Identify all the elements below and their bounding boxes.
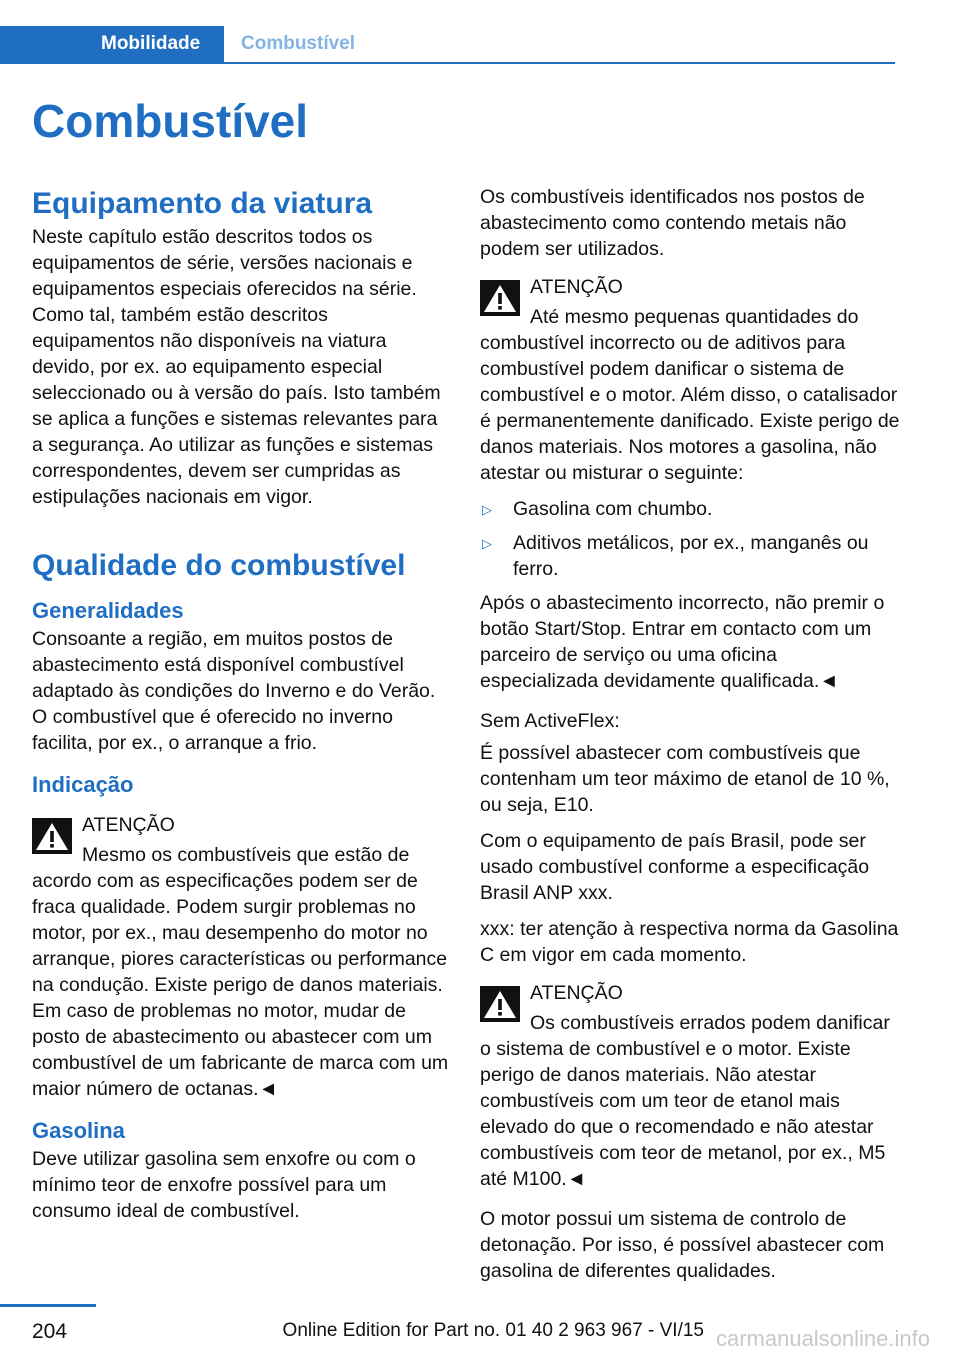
page-title: Combustível xyxy=(32,95,309,147)
triangle-bullet-icon: ▷ xyxy=(482,536,492,551)
paragraph-after-list: Após o abastecimento incorrecto, não premir o botão Start/Stop. Entrar em contacto com um parceiro de serviço ou uma oficina especializada devidamente qualificada.◄ xyxy=(480,592,885,692)
subheading-gasolina: Gasolina xyxy=(32,1118,125,1143)
footer-rule xyxy=(0,1304,96,1307)
warning-icon xyxy=(32,818,72,854)
right-column xyxy=(480,184,900,1284)
warning-text-1: Mesmo os combustíveis que estão de acordo com as especificações podem ser de fraca qualidade. Podem surgir problemas no motor, por ex., mau desempenho do motor no arranque, piores características ou performance na condução. Existe perigo de danos materiais. Em caso de problemas no motor, mudar de posto de abastecimento ou abastecer com um combustível de um fabricante de marca com um maior número de octanas.◄ xyxy=(32,844,449,1100)
paragraph-metais: Os combustíveis identificados nos postos de abastecimento como contendo metais não podem ser utilizados. xyxy=(480,186,865,260)
list-item: ▷ Gasolina com chumbo. xyxy=(480,496,900,522)
footer-edition: Online Edition for Part no. 01 40 2 963 967 - VI/15 xyxy=(282,1320,704,1341)
tab-mobilidade[interactable] xyxy=(0,26,224,62)
tab-mobilidade-label: Mobilidade xyxy=(101,33,201,54)
warning-icon xyxy=(480,280,520,316)
paragraph-detonacao: O motor possui um sistema de controlo de detonação. Por isso, é possível abastecer com gasolina de diferentes qualidades. xyxy=(480,1208,885,1282)
warning-label: ATENÇÃO xyxy=(82,814,175,836)
paragraph-sem-activeflex: Sem ActiveFlex: xyxy=(480,710,620,732)
paragraph-xxx: xxx: ter atenção à respectiva norma da Gasolina C em vigor em cada momento. xyxy=(480,918,899,966)
paragraph-equipamento: Neste capítulo estão descritos todos os equipamentos de série, versões nacionais e equipamentos especiais oferecidos na série. Como tal, também estão descritos equipamentos não disponíveis na viatura devido, por ex. ao equipamento especial seleccionado ou à versão do país. Isto também se aplica a funções e sistemas relevantes para a segurança. Ao utilizar as funções e sistemas correspondentes, devem ser cumpridas as estipulações nacionais em vigor. xyxy=(32,226,441,508)
subheading-generalidades: Generalidades xyxy=(32,598,184,623)
page-number: 204 xyxy=(32,1320,68,1343)
paragraph-e10: É possível abastecer com combustíveis que contenham um teor máximo de etanol de 10 %, ou seja, E10. xyxy=(480,742,890,816)
paragraph-brasil: Com o equipamento de país Brasil, pode ser usado combustível conforme a especificação Brasil ANP xxx. xyxy=(480,830,870,904)
warning-block-3 xyxy=(480,980,900,1192)
warning-block-2 xyxy=(480,274,900,486)
warning-block-1 xyxy=(32,812,452,1102)
section-heading-qualidade: Qualidade do combustível xyxy=(32,549,406,582)
tab-combustivel[interactable]: Combustível xyxy=(241,33,356,54)
subheading-indicacao: Indicação xyxy=(32,772,134,797)
watermark: carmanualsonline.info xyxy=(715,1326,930,1351)
warning-text-2: Até mesmo pequenas quantidades do combustível incorrecto ou de aditivos para combustível podem danificar o sistema de combustível e o motor. Além disso, o catalisador é permanentemente danificado. Existe perigo de danos materiais. Nos motores a gasolina, não atestar ou misturar o seguinte: xyxy=(480,306,900,484)
triangle-bullet-icon: ▷ xyxy=(482,502,492,517)
paragraph-gasolina: Deve utilizar gasolina sem enxofre ou com o mínimo teor de enxofre possível para um consumo ideal de combustível. xyxy=(32,1148,416,1222)
left-column xyxy=(32,184,452,1224)
warning-label: ATENÇÃO xyxy=(530,276,623,298)
paragraph-generalidades: Consoante a região, em muitos postos de abastecimento está disponível combustível adaptado às condições do Inverno e do Verão. O combustível que é oferecido no inverno facilita, por ex., o arranque a frio. xyxy=(32,628,436,754)
warning-text-3: Os combustíveis errados podem danificar o sistema de combustível e o motor. Existe perigo de danos materiais. Não atestar combustíveis com um teor de etanol mais elevado do que o recomendado e não atestar combustíveis com teor de metanol, por ex., M5 até M100.◄ xyxy=(480,1012,890,1190)
warning-label: ATENÇÃO xyxy=(530,982,623,1004)
section-heading-equipamento: Equipamento da viatura xyxy=(32,187,373,220)
page-header xyxy=(0,26,895,64)
bullet-list xyxy=(480,496,900,582)
list-item: ▷ Aditivos metálicos, por ex., manganês ou ferro. xyxy=(482,532,869,580)
warning-icon xyxy=(480,986,520,1022)
